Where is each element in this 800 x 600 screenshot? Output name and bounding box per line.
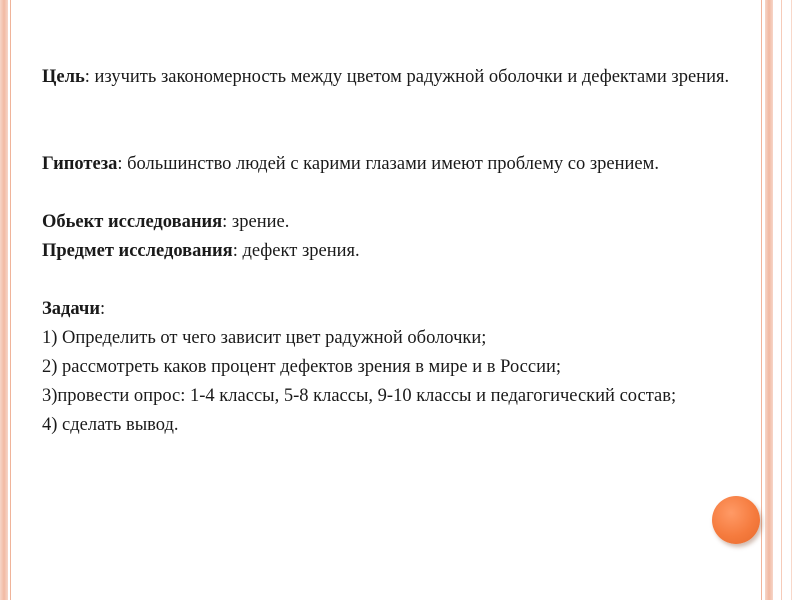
subject-text: : дефект зрения. xyxy=(232,241,360,261)
tasks-suffix: : xyxy=(99,299,106,319)
right-border-line-middle xyxy=(781,0,782,600)
left-border-decoration xyxy=(0,0,8,600)
subject-paragraph xyxy=(42,237,776,266)
object-text: : зрение. xyxy=(222,212,290,232)
task-item-1: 1) Определить от чего зависит цвет радужной оболочки; xyxy=(42,328,487,348)
hypothesis-paragraph xyxy=(42,150,776,179)
slide-content xyxy=(42,63,776,440)
hypothesis-text: : большинство людей с карими глазами имеют проблему со зрением. xyxy=(117,154,659,174)
tasks-heading xyxy=(42,295,776,324)
decorative-orange-circle xyxy=(712,496,760,544)
spacer xyxy=(42,92,776,150)
left-border-line xyxy=(10,0,11,600)
object-label: Обьект исследования xyxy=(42,212,223,232)
goal-label: Цель xyxy=(42,67,85,87)
right-border-line-outer xyxy=(791,0,792,600)
task-item-4: 4) сделать вывод. xyxy=(42,415,179,435)
hypothesis-label: Гипотеза xyxy=(42,154,118,174)
object-paragraph xyxy=(42,208,776,237)
goal-text: : изучить закономерность между цветом радужной оболочки и дефектами зрения. xyxy=(84,67,730,87)
spacer xyxy=(42,179,776,208)
task-item-2: 2) рассмотреть каков процент дефектов зрения в мире и в России; xyxy=(42,357,562,377)
spacer xyxy=(42,266,776,295)
subject-label: Предмет исследования xyxy=(42,241,233,261)
tasks-label: Задачи xyxy=(42,299,100,319)
task-item-3: 3)провести опрос: 1-4 классы, 5-8 классы, 9-10 классы и педагогический состав; xyxy=(42,386,677,406)
goal-paragraph xyxy=(42,63,776,92)
